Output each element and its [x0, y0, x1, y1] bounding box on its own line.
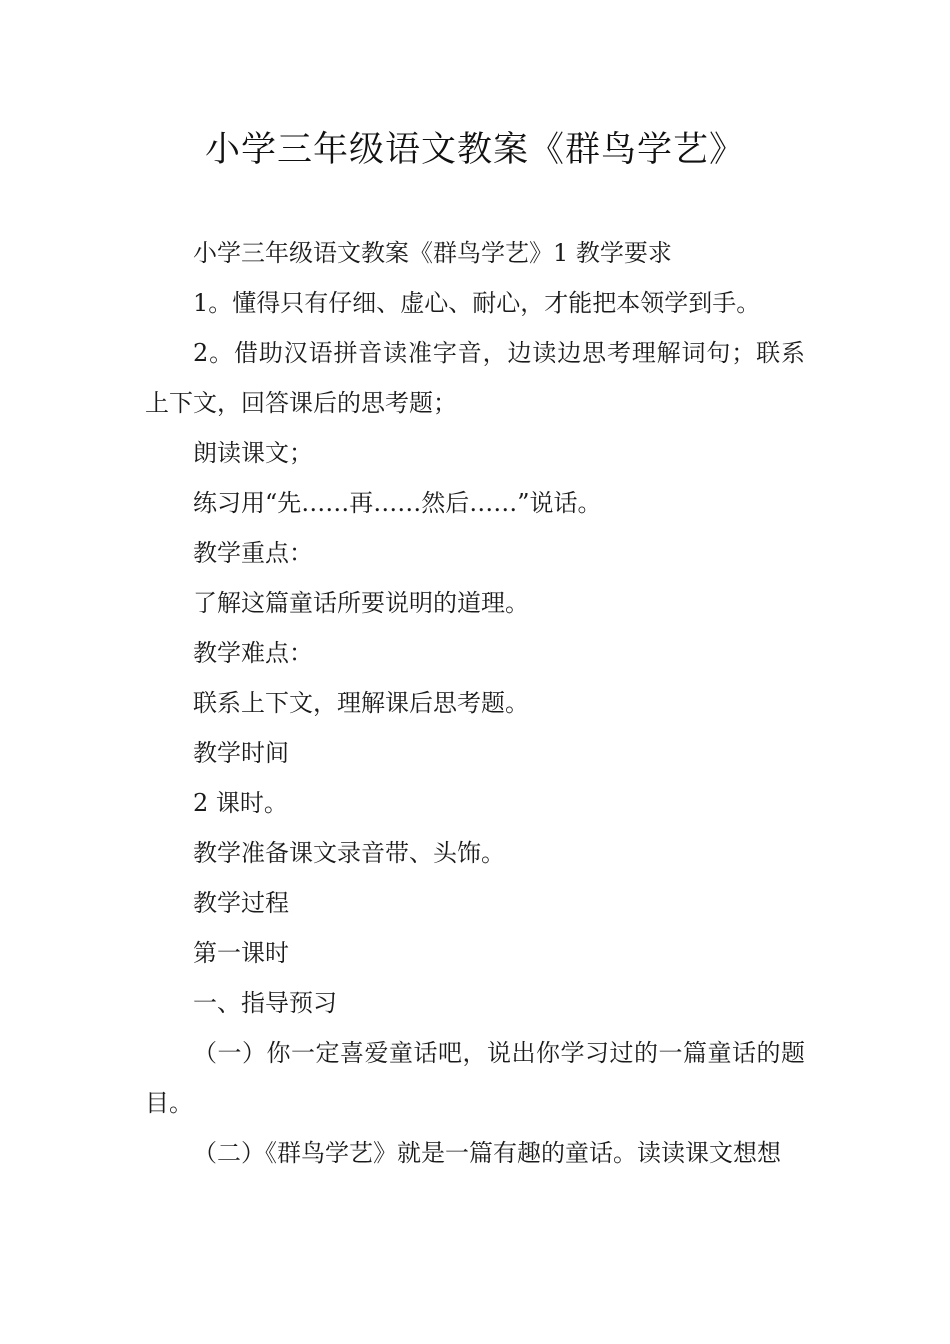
paragraph-item-2: （二）《群鸟学艺》就是一篇有趣的童话。读读课文想想 [193, 1139, 781, 1167]
paragraph-read-aloud: 朗读课文； [193, 439, 313, 467]
paragraph-intro: 小学三年级语文教案《群鸟学艺》1 教学要求 [193, 239, 672, 267]
document-body [145, 228, 805, 1178]
paragraph-key-point: 了解这篇童话所要说明的道理。 [193, 589, 529, 617]
paragraph-process-heading: 教学过程 [193, 889, 289, 917]
paragraph-first-lesson: 第一课时 [193, 939, 289, 967]
paragraph-difficulty-heading: 教学难点： [193, 639, 313, 667]
paragraph-practice: 练习用“先……再……然后……”说话。 [193, 489, 602, 517]
paragraph-guide-preview: 一、指导预习 [193, 989, 337, 1017]
paragraph-preparation: 教学准备课文录音带、头饰。 [193, 839, 505, 867]
paragraph-requirement-2: 2。借助汉语拼音读准字音，边读边思考理解词句；联系上下文，回答课后的思考题； [145, 339, 805, 417]
paragraph-item-1: （一）你一定喜爱童话吧，说出你学习过的一篇童话的题目。 [145, 1039, 805, 1117]
paragraph-requirement-1: 1。懂得只有仔细、虚心、耐心，才能把本领学到手。 [193, 289, 761, 317]
paragraph-difficulty: 联系上下文，理解课后思考题。 [193, 689, 529, 717]
paragraph-key-point-heading: 教学重点： [193, 539, 313, 567]
paragraph-time-heading: 教学时间 [193, 739, 289, 767]
document-title: 小学三年级语文教案《群鸟学艺》 [204, 130, 745, 170]
paragraph-time: 2 课时。 [193, 789, 288, 817]
